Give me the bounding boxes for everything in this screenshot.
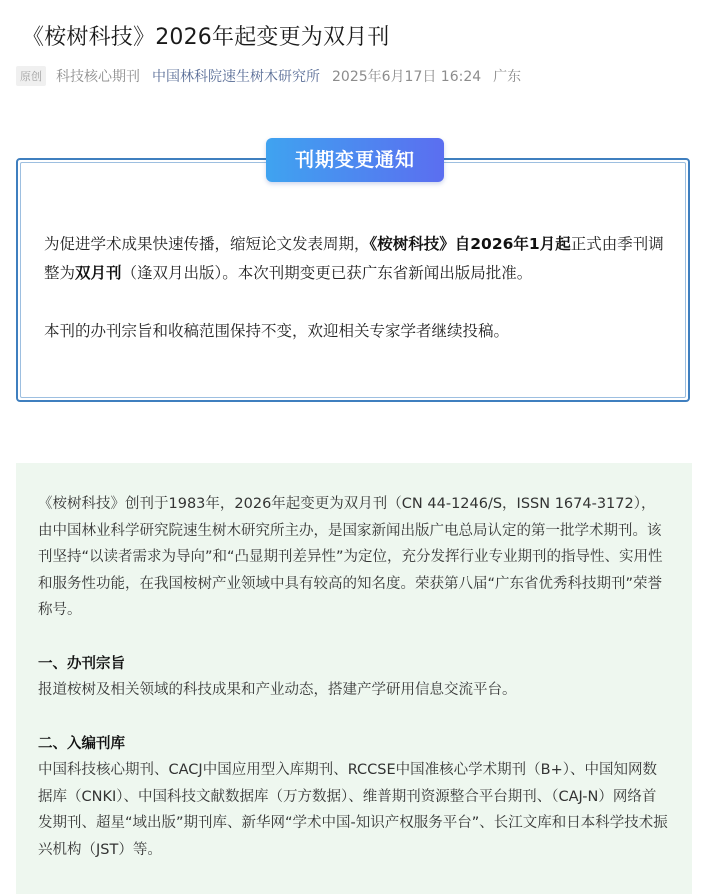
publish-location: 广东 bbox=[493, 69, 522, 85]
notice-body bbox=[44, 230, 664, 346]
notice-text: （逢双月出版）。本次刊期变更已获广东省新闻出版局批准。 bbox=[121, 264, 533, 282]
article-meta bbox=[16, 66, 521, 86]
column-name[interactable]: 科技核心期刊 bbox=[56, 69, 140, 85]
notice-paragraph-1 bbox=[44, 230, 664, 288]
notice-highlight: 双月刊 bbox=[75, 264, 122, 282]
section-heading-indexes: 二、入编刊库 bbox=[38, 735, 125, 752]
author-link[interactable]: 中国林科院速生树木研究所 bbox=[152, 69, 320, 85]
notice-tag: 刊期变更通知 bbox=[266, 138, 444, 182]
journal-intro-body bbox=[38, 491, 668, 863]
notice-paragraph-2: 本刊的办刊宗旨和收稿范围保持不变，欢迎相关专家学者继续投稿。 bbox=[44, 322, 510, 340]
original-badge: 原创 bbox=[16, 66, 46, 86]
journal-intro-box bbox=[16, 463, 692, 894]
publish-date: 2025年6月17日 16:24 bbox=[332, 69, 482, 85]
notice-text: 为促进学术成果快速传播，缩短论文发表周期， bbox=[44, 235, 370, 253]
notice-highlight: 《桉树科技》自2026年1月起 bbox=[369, 235, 571, 253]
notice-tag-wrapper bbox=[266, 138, 444, 182]
section-text-purpose: 报道桉树及相关领域的科技成果和产业动态，搭建产学研用信息交流平台。 bbox=[38, 682, 517, 698]
section-text-indexes: 中国科技核心期刊、CACJ中国应用型入库期刊、RCCSE中国准核心学术期刊（B+）、中国知网数据库（CNKI）、中国科技文献数据库（万方数据）、维普期刊资源整合平台期刊、（CAJ-N）网络首发期刊、超星“域出版”期刊库、新华网“学术中国-知识产权服务平台”、长江文库和日本科学技术振兴机构（JST）等。 bbox=[38, 762, 668, 858]
article-title: 《桉树科技》2026年起变更为双月刊 bbox=[22, 25, 390, 50]
intro-paragraph: 《桉树科技》创刊于1983年，2026年起变更为双月刊（CN 44-1246/S，ISSN 1674-3172），由中国林业科学研究院速生树木研究所主办，是国家新闻出版广电总局认定的第一批学术期刊。该刊坚持“以读者需求为导向”和“凸显期刊差异性”为定位，充分发挥行业专业期刊的指导性、实用性和服务性功能，在我国桉树产业领域中具有较高的知名度。荣获第八届“广东省优秀科技期刊”荣誉称号。 bbox=[38, 496, 663, 618]
section-heading-purpose: 一、办刊宗旨 bbox=[38, 655, 125, 672]
notice-box bbox=[16, 149, 690, 402]
notice-text: 正式由季刊调整为 bbox=[44, 235, 664, 282]
